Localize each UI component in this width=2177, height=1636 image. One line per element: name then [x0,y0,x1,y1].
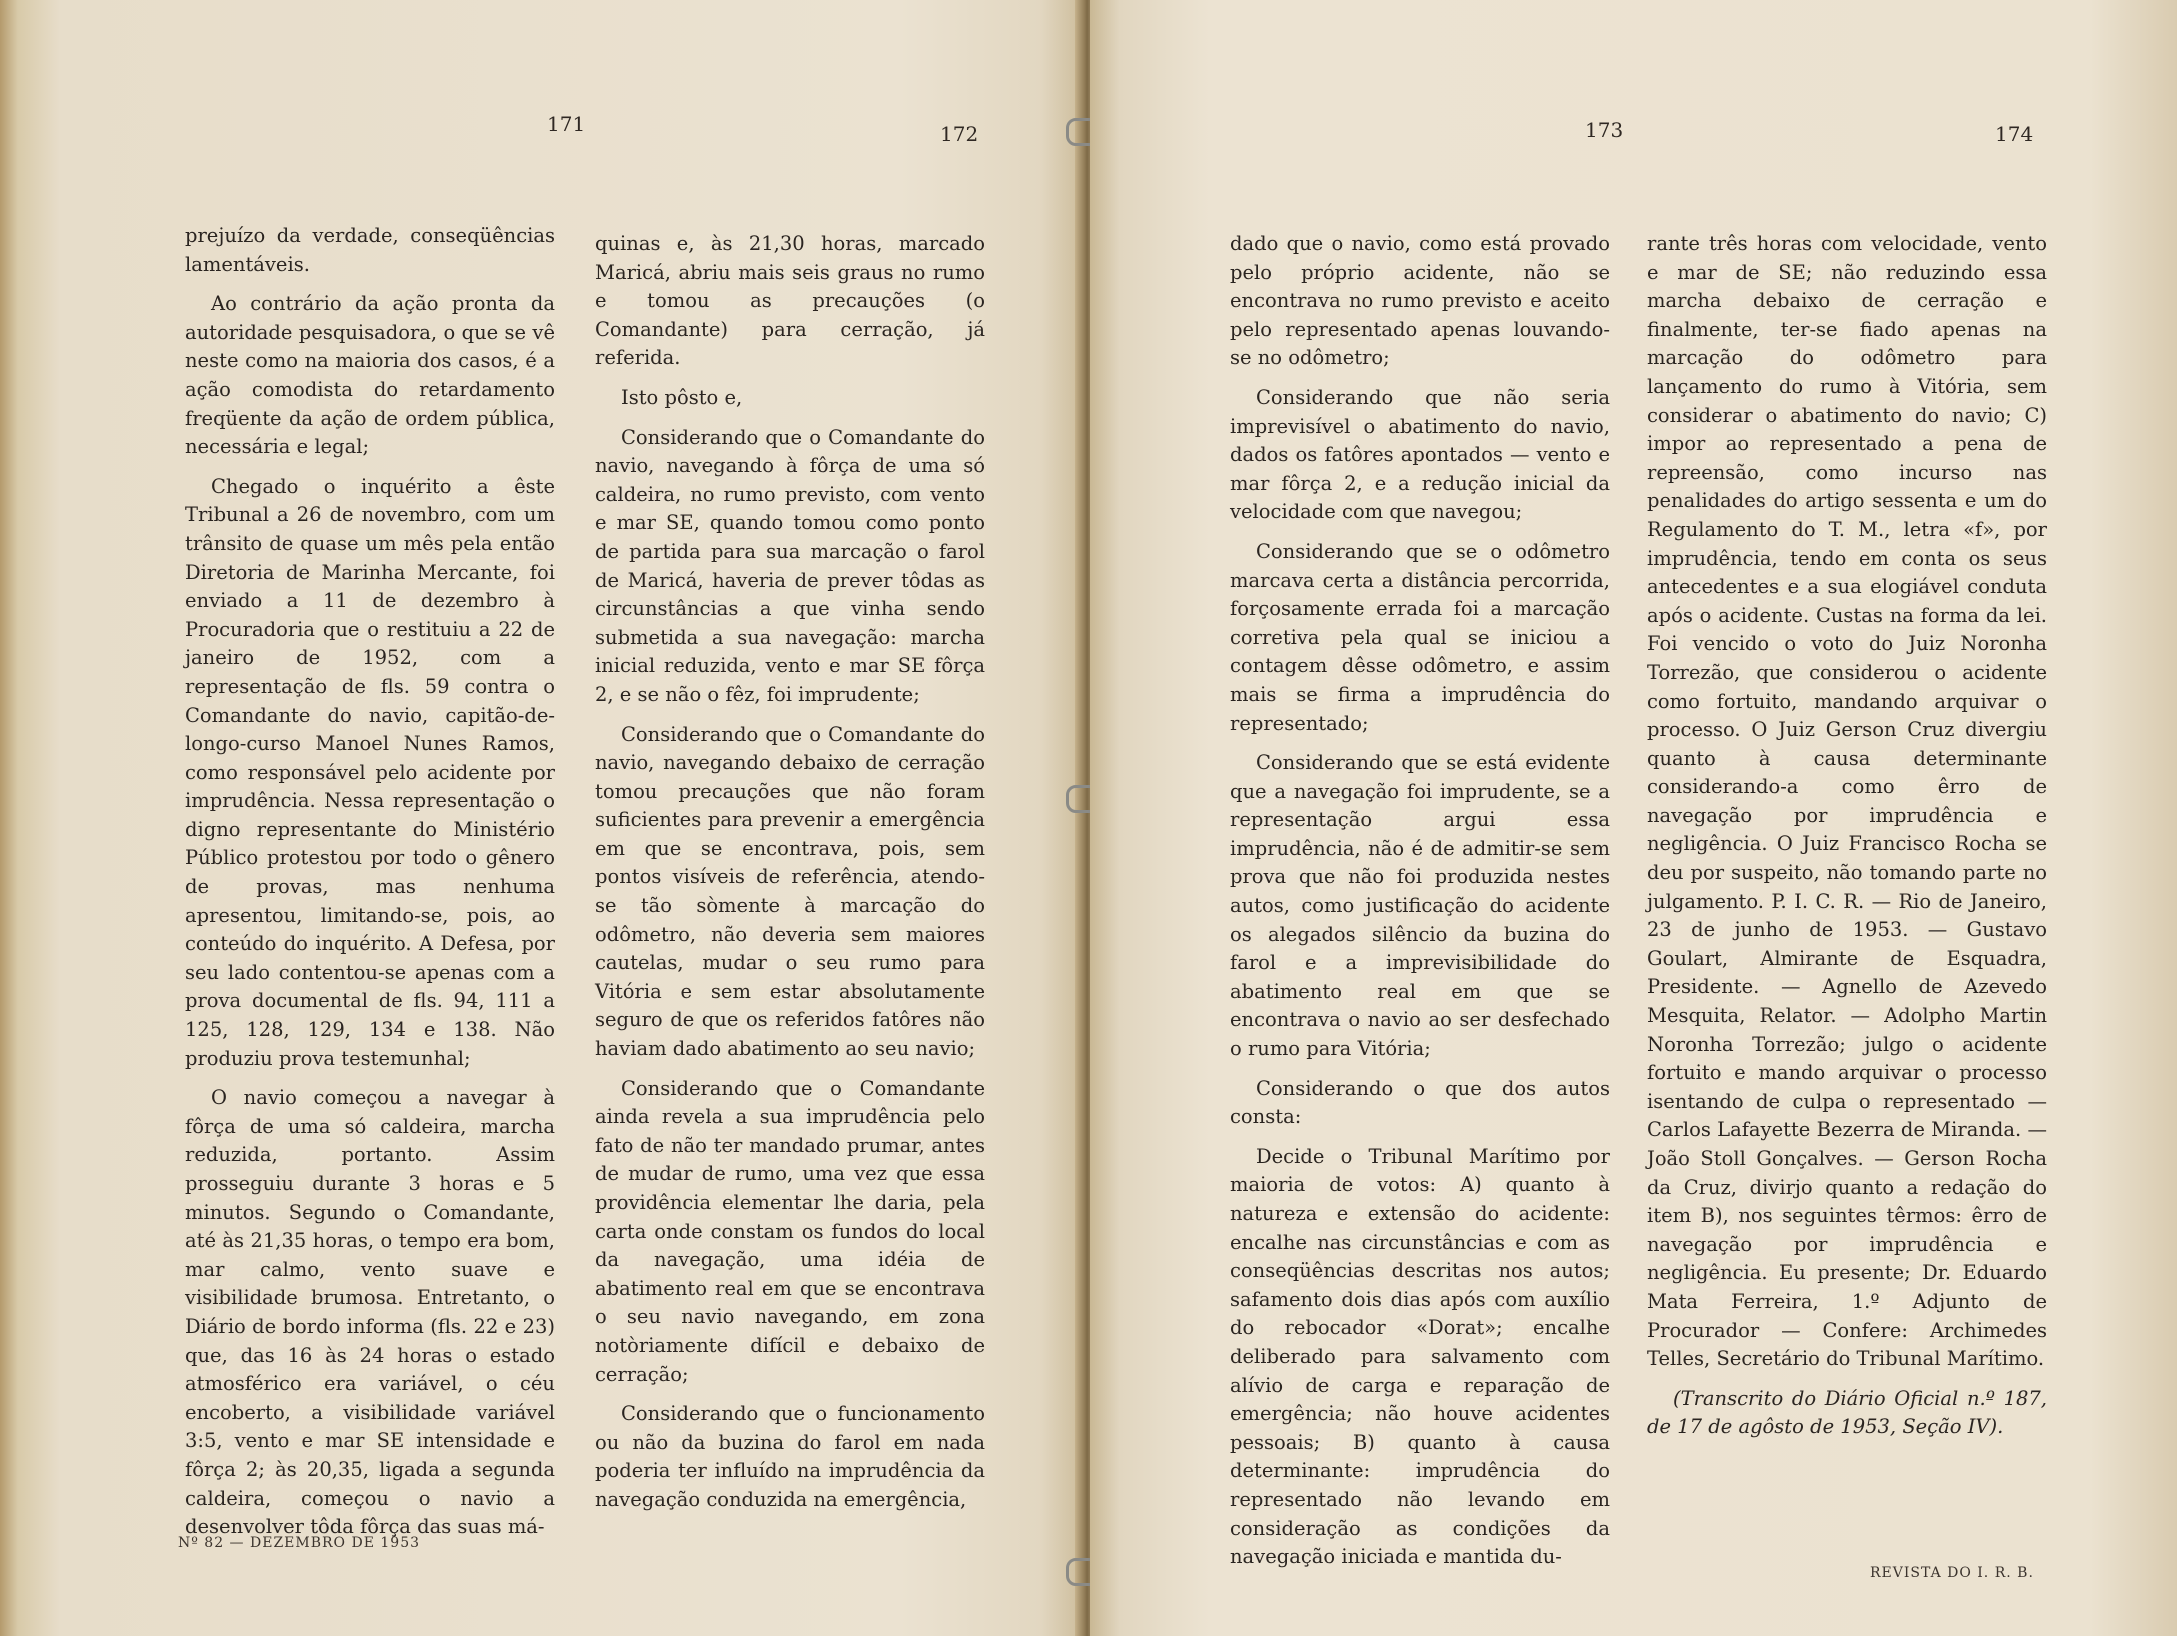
paragraph: dado que o navio, como está provado pelo próprio acidente, não se encontrava no rumo previsto e aceito pelo representado apenas louvando-se no odômetro; [1230,232,1610,370]
publication-note: (Transcrito do Diário Oficial n.º 187, de 17 de agôsto de 1953, Seção IV). [1647,1386,2047,1439]
column-page-171 [185,222,555,1553]
right-page [1090,0,2177,1636]
paragraph: prejuízo da verdade, conseqüências lamentáveis. [185,224,555,276]
paragraph: Chegado o inquérito a êste Tribunal a 26 de novembro, com um trânsito de quase um mês pela então Diretoria de Marinha Mercante, foi enviado a 11 de dezembro à Procuradoria que o restituiu a 22 de janeiro de 1952, com a representação de fls. 59 contra o Comandante do navio, capitão-de-longo-curso Manoel Nunes Ramos, como responsável pelo acidente por imprudência. Nessa representação o digno representante do Ministério Público protestou por todo o gênero de provas, mas nenhuma apresentou, limitando-se, pois, ao conteúdo do inquérito. A Defesa, por seu lado contentou-se apenas com a prova documental de fls. 94, 111 a 125, 128, 129, 134 e 138. Não produziu prova testemunhal; [185,474,555,1070]
page-number-174: 174 [1995,122,2034,146]
paragraph: Considerando que não seria imprevisível o abatimento do navio, dados os fatôres apontados — vento e mar fôrça 2, e a redução inicial da velocidade com que navegou; [1230,385,1610,524]
paragraph: Isto pôsto e, [621,385,743,409]
column-page-173 [1230,230,1610,1583]
page-number-171: 171 [547,112,586,136]
footer-issue: Nº 82 — DEZEMBRO DE 1953 [178,1535,421,1551]
paragraph: O navio começou a navegar à fôrça de uma só caldeira, marcha reduzida, portanto. Assim prosseguiu durante 3 horas e 5 minutos. Segundo o Comandante, até às 21,35 horas, o tempo era bom, mar calmo, vento suave e visibilidade brumosa. Entretanto, o Diário de bordo informa (fls. 22 e 23) que, das 16 às 24 horas o estado atmosférico era variável, o céu encoberto, a visibilidade variável 3:5, vento e mar SE intensidade e fôrça 2; às 20,35, ligada a segunda caldeira, começou o navio a desenvolver tôda fôrça das suas má- [185,1086,555,1539]
paragraph: Decide o Tribunal Marítimo por maioria de votos: A) quanto à natureza e extensão do acidente: encalhe nas circunstâncias e com as conseqüências descritas nos autos; safamento dois dias após com auxílio do rebocador «Dorat»; encalhe deliberado para salvamento com alívio de carga e reparação de emergência; não houve acidentes pessoais; B) quanto à causa determinante: imprudência do representado não levando em consideração as condições da navegação iniciada e mantida du- [1230,1144,1610,1569]
paragraph: Considerando que se o odômetro marcava certa a distância percorrida, forçosamente errada foi a marcação corretiva pela qual se iniciou a contagem dêsse odômetro, e assim mais se firma a imprudência do representado; [1230,539,1610,735]
paragraph: Considerando que o Comandante do navio, navegando à fôrça de uma só caldeira, no rumo previsto, com vento e mar SE, quando tomou como ponto de partida para sua marcação o farol de Maricá, haveria de prever tôdas as circunstâncias a que vinha sendo submetida a sua navegação: marcha inicial reduzida, vento e mar SE fôrça 2, e se não o fêz, foi imprudente; [595,425,985,706]
paragraph: rante três horas com velocidade, vento e mar de SE; não reduzindo essa marcha debaixo de cerração e finalmente, ter-se fiado apenas na marcação do odômetro para lançamento do rumo à Vitória, sem considerar o abatimento do navio; C) impor ao representado a pena de repreensão, como incurso nas penalidades do artigo sessenta e um do Regulamento do T. M., letra «f», por imprudência, tendo em conta os seus antecedentes e a sua elogiável conduta após o acidente. Custas na forma da lei. Foi vencido o voto do Juiz Noronha Torrezão, que considerou o acidente como fortuito, mandando arquivar o processo. O Juiz Gerson Cruz divergiu quanto à causa determinante considerando-a como êrro de navegação por imprudência e negligência. O Juiz Francisco Rocha se deu por suspeito, não tomando parte no julgamento. P. I. C. R. — Rio de Janeiro, 23 de junho de 1953. — Gustavo Goulart, Almirante de Esquadra, Presidente. — Agnello de Azevedo Mesquita, Relator. — Adolpho Martin Noronha Torrezão; julgo o acidente fortuito e mando arquivar o processo isentando de culpa o representado — Carlos Lafayette Bezerra de Miranda. — João Stoll Gonçalves. — Gerson Rocha da Cruz, divirjo quanto a redação do item B), nos seguintes têrmos: êrro de navegação por imprudência e negligência. Eu presente; Dr. Eduardo Mata Ferreira, 1.º Adjunto de Procurador — Confere: Archimedes Telles, Secretário do Tribunal Marítimo. [1647,232,2047,1371]
paragraph: Considerando o que dos autos consta: [1230,1076,1610,1129]
page-number-173: 173 [1585,118,1624,142]
footer-journal: REVISTA DO I. R. B. [1870,1565,2034,1581]
paragraph: Ao contrário da ação pronta da autoridade pesquisadora, o que se vê neste como na maioria dos casos, é a ação comodista do retardamento freqüente da ação de ordem pública, necessária e legal; [185,292,555,459]
column-page-174 [1647,230,2047,1453]
paragraph: Considerando que o Comandante do navio, navegando debaixo de cerração tomou precauções que não foram suficientes para prevenir a emergência em que se encontrava, pois, sem pontos visíveis de referência, atendo-se tão sòmente à marcação do odômetro, não deveria sem maiores cautelas, mudar o seu rumo para Vitória e sem estar absolutamente seguro de que os referidos fatôres não haviam dado abatimento ao seu navio; [595,722,985,1061]
page-number-172: 172 [940,122,979,146]
paragraph: Considerando que se está evidente que a navegação foi imprudente, se a representação argui essa imprudência, não é de admitir-se sem prova que não foi produzida nestes autos, como justificação do acidente os alegados silêncio da buzina do farol e a imprevisibilidade do abatimento real em que se encontrava o navio ao ser desfechado o rumo para Vitória; [1230,751,1610,1061]
paragraph: Considerando que o Comandante ainda revela a sua imprudência pelo fato de não ter mandado prumar, antes de mudar de rumo, uma vez que essa providência elementar lhe daria, pela carta onde constam os fundos do local da navegação, uma idéia de abatimento real em que se encontrava o seu navio navegando, em zona notòriamente difícil e debaixo de cerração; [595,1076,985,1386]
left-page [0,0,1082,1636]
column-page-172 [595,230,985,1526]
paragraph: quinas e, às 21,30 horas, marcado Maricá, abriu mais seis graus no rumo e tomou as precauções (o Comandante) para cerração, já referida. [595,232,985,370]
paragraph: Considerando que o funcionamento ou não da buzina do farol em nada poderia ter influído na imprudência da navegação conduzida na emergência, [595,1402,985,1511]
